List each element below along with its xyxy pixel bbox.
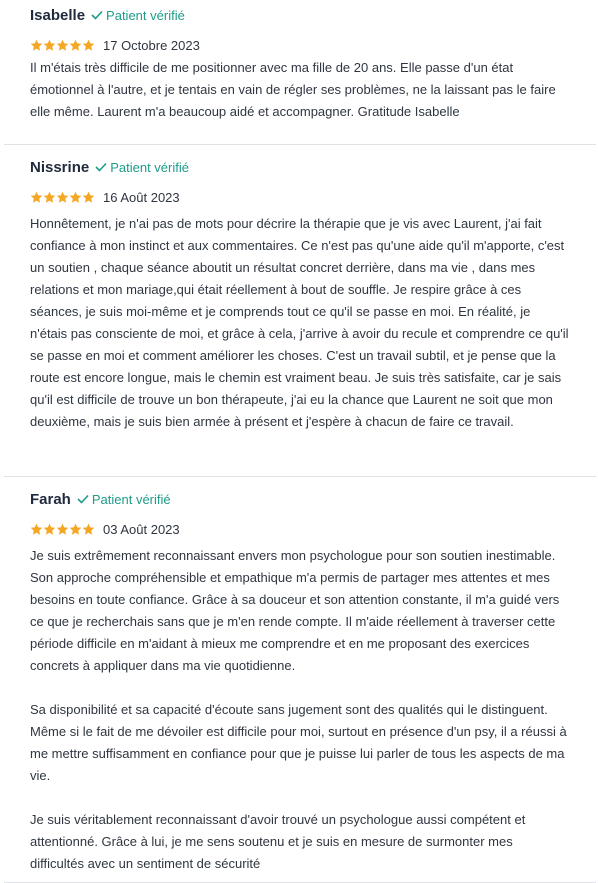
review-card <box>4 0 596 145</box>
star-icon <box>43 191 56 204</box>
review-meta <box>30 33 570 57</box>
star-icon <box>69 191 82 204</box>
reviewer-name: Nissrine <box>30 159 90 176</box>
review-text <box>30 213 570 433</box>
review-date: 03 Août 2023 <box>103 521 180 537</box>
star-icon <box>30 39 43 52</box>
review-header <box>30 477 570 515</box>
verified-badge <box>77 492 171 507</box>
star-icon <box>82 39 95 52</box>
verified-badge <box>91 8 185 23</box>
review-text <box>30 57 570 123</box>
review-paragraph: Honnêtement, je n'ai pas de mots pour décrire la thérapie que je vis avec Laurent, j'ai fait confiance à mon instinct et aux commentaires. Ce n'est pas qu'une aide qu'il m'apporte, c'est un soutien , chaque séance aboutit un résultat concret derrière, dans ma vie , dans mes relations et mon mariage,qui était réellement à bout de souffle. Je respire grâce à ces séances, je suis moi-même et je comprends tout ce qu'il se passe en moi. En réalité, je n'étais pas consciente de moi, et grâce à cela, j'arrive à avoir du recule et comprendre ce qu'il se passe en moi et comment améliorer les choses. C'est un travail subtil, et je pense que la route est encore longue, mais le chemin est vraiment beau. Je suis très satisfaite, car je sais qu'il est difficile de trouve un bon thérapeute, j'ai eu la chance que Laurent ne soit que mon deuxième, mais je suis bien armée à présent et j'espère à chacun de faire ce travail. <box>30 216 569 429</box>
review-paragraph: Je suis extrêmement reconnaissant envers mon psychologue pour son soutien inestimable. Son approche compréhensible et empathique m'a permis de partager mes attentes et mes besoins en toute confiance. Grâce à sa douceur et son attention constante, il m'a guidé vers ce que je recherchais sans que je m'en rende compte. Il m'aide réellement à traverser cette période difficile en m'aidant à mieux me comprendre et en me proposant des exercices concrets à appliquer dans ma vie quotidienne. <box>30 548 560 673</box>
review-date: 17 Octobre 2023 <box>103 37 200 53</box>
star-icon <box>30 191 43 204</box>
verified-badge <box>95 160 189 175</box>
verified-label: Patient vérifié <box>91 491 171 507</box>
review-paragraph: Il m'étais très difficile de me positionner avec ma fille de 20 ans. Elle passe d'un état émotionnel à l'autre, et je tentais en vain de régler ses problèmes, ne la laissant pas le faire elle même. Laurent m'a beaucoup aidé et accompagner. Gratitude Isabelle <box>30 60 556 119</box>
star-rating <box>30 191 95 204</box>
star-icon <box>56 191 69 204</box>
review-paragraph: Je suis véritablement reconnaissant d'avoir trouvé un psychologue aussi compétent et attentionné. Grâce à lui, je me sens soutenu et je suis en mesure de surmonter mes difficultés avec un sentiment de sécurité <box>30 812 526 871</box>
review-header <box>30 0 570 31</box>
check-icon <box>77 494 89 504</box>
review-card <box>4 477 596 883</box>
review-date: 16 Août 2023 <box>103 189 180 205</box>
reviewer-name: Farah <box>30 491 71 508</box>
star-icon <box>56 39 69 52</box>
star-icon <box>82 191 95 204</box>
star-icon <box>43 523 56 536</box>
verified-label: Patient vérifié <box>110 159 189 175</box>
star-rating <box>30 39 95 52</box>
review-paragraph: Sa disponibilité et sa capacité d'écoute sans jugement sont des qualités qui le distinguent. Même si le fait de me dévoiler est difficile pour moi, surtout en présence d'un psy, il a réussi à me mettre suffisamment en confiance pour que je puisse lui parler de tous les aspects de ma vie. <box>30 702 567 783</box>
star-icon <box>69 39 82 52</box>
reviewer-name: Isabelle <box>30 7 86 24</box>
star-icon <box>56 523 69 536</box>
star-icon <box>43 39 56 52</box>
check-icon <box>91 10 103 20</box>
check-icon <box>95 162 107 172</box>
review-meta <box>30 185 570 209</box>
star-icon <box>82 523 95 536</box>
review-meta <box>30 517 570 541</box>
star-icon <box>69 523 82 536</box>
review-header <box>30 145 570 183</box>
verified-label: Patient vérifié <box>106 7 185 23</box>
star-icon <box>30 523 43 536</box>
star-rating <box>30 523 95 536</box>
review-card <box>4 145 596 477</box>
review-text <box>30 545 570 875</box>
